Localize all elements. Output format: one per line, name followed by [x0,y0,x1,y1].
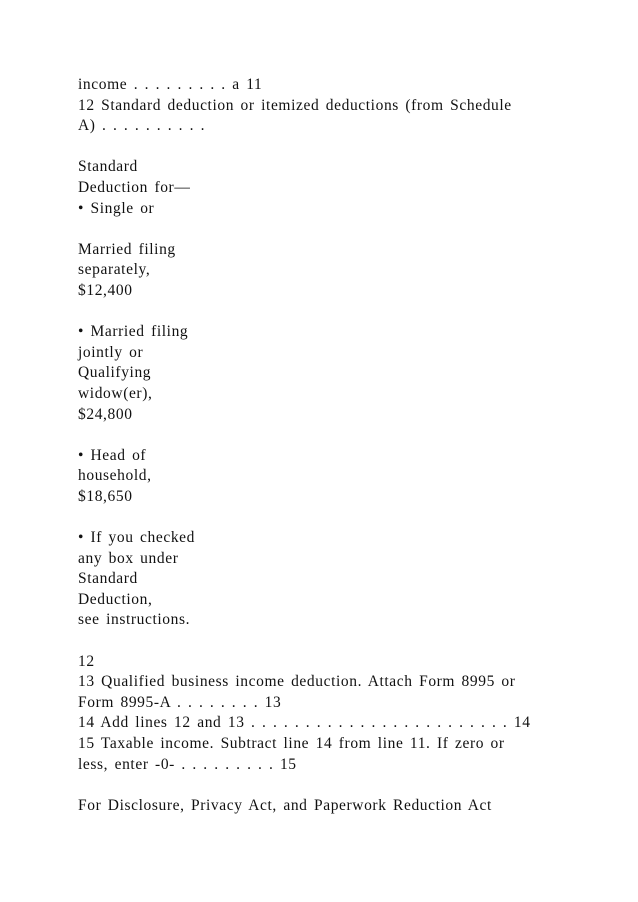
text-line: • Single or [78,199,155,217]
blank-line [78,302,558,323]
text-line: 13 Qualified business income deduction. Attach Form 8995 or [78,673,516,691]
text-line: Standard [78,158,138,176]
blank-line [78,631,558,652]
text-line: $18,650 [78,487,133,505]
text-line: 12 [78,652,95,670]
text-line: Form 8995-A . . . . . . . . 13 [78,693,282,711]
text-line: jointly or [78,343,144,361]
text-line: household, [78,467,152,485]
text-line: see instructions. [78,611,191,629]
blank-line [78,507,558,528]
text-line: 12 Standard deduction or itemized deductions (from Schedule [78,96,512,114]
blank-line [78,425,558,446]
blank-line [78,137,558,158]
text-line: For Disclosure, Privacy Act, and Paperwork Reduction Act [78,796,492,814]
text-line: Deduction for— [78,178,191,196]
text-line: 14 Add lines 12 and 13 . . . . . . . . . . . . . . . . . . . . . . . . 14 [78,714,531,732]
text-line: income . . . . . . . . . a 11 [78,76,263,93]
text-line: $12,400 [78,281,133,299]
text-line: any box under [78,549,179,567]
document-text [78,75,558,816]
text-line: separately, [78,261,151,279]
text-line: widow(er), [78,384,153,402]
text-line: A) . . . . . . . . . . [78,117,206,135]
text-line: $24,800 [78,405,133,423]
text-line: Qualifying [78,364,152,382]
blank-line [78,219,558,240]
text-line: Deduction, [78,590,153,608]
text-line: • Married filing [78,323,189,341]
text-line: • Head of [78,446,147,464]
text-line: • If you checked [78,529,195,547]
text-line: less, enter -0- . . . . . . . . . 15 [78,755,297,773]
blank-line [78,775,558,796]
text-line: Married filing [78,240,176,258]
text-line: 15 Taxable income. Subtract line 14 from line 11. If zero or [78,735,505,752]
text-line: Standard [78,570,138,588]
